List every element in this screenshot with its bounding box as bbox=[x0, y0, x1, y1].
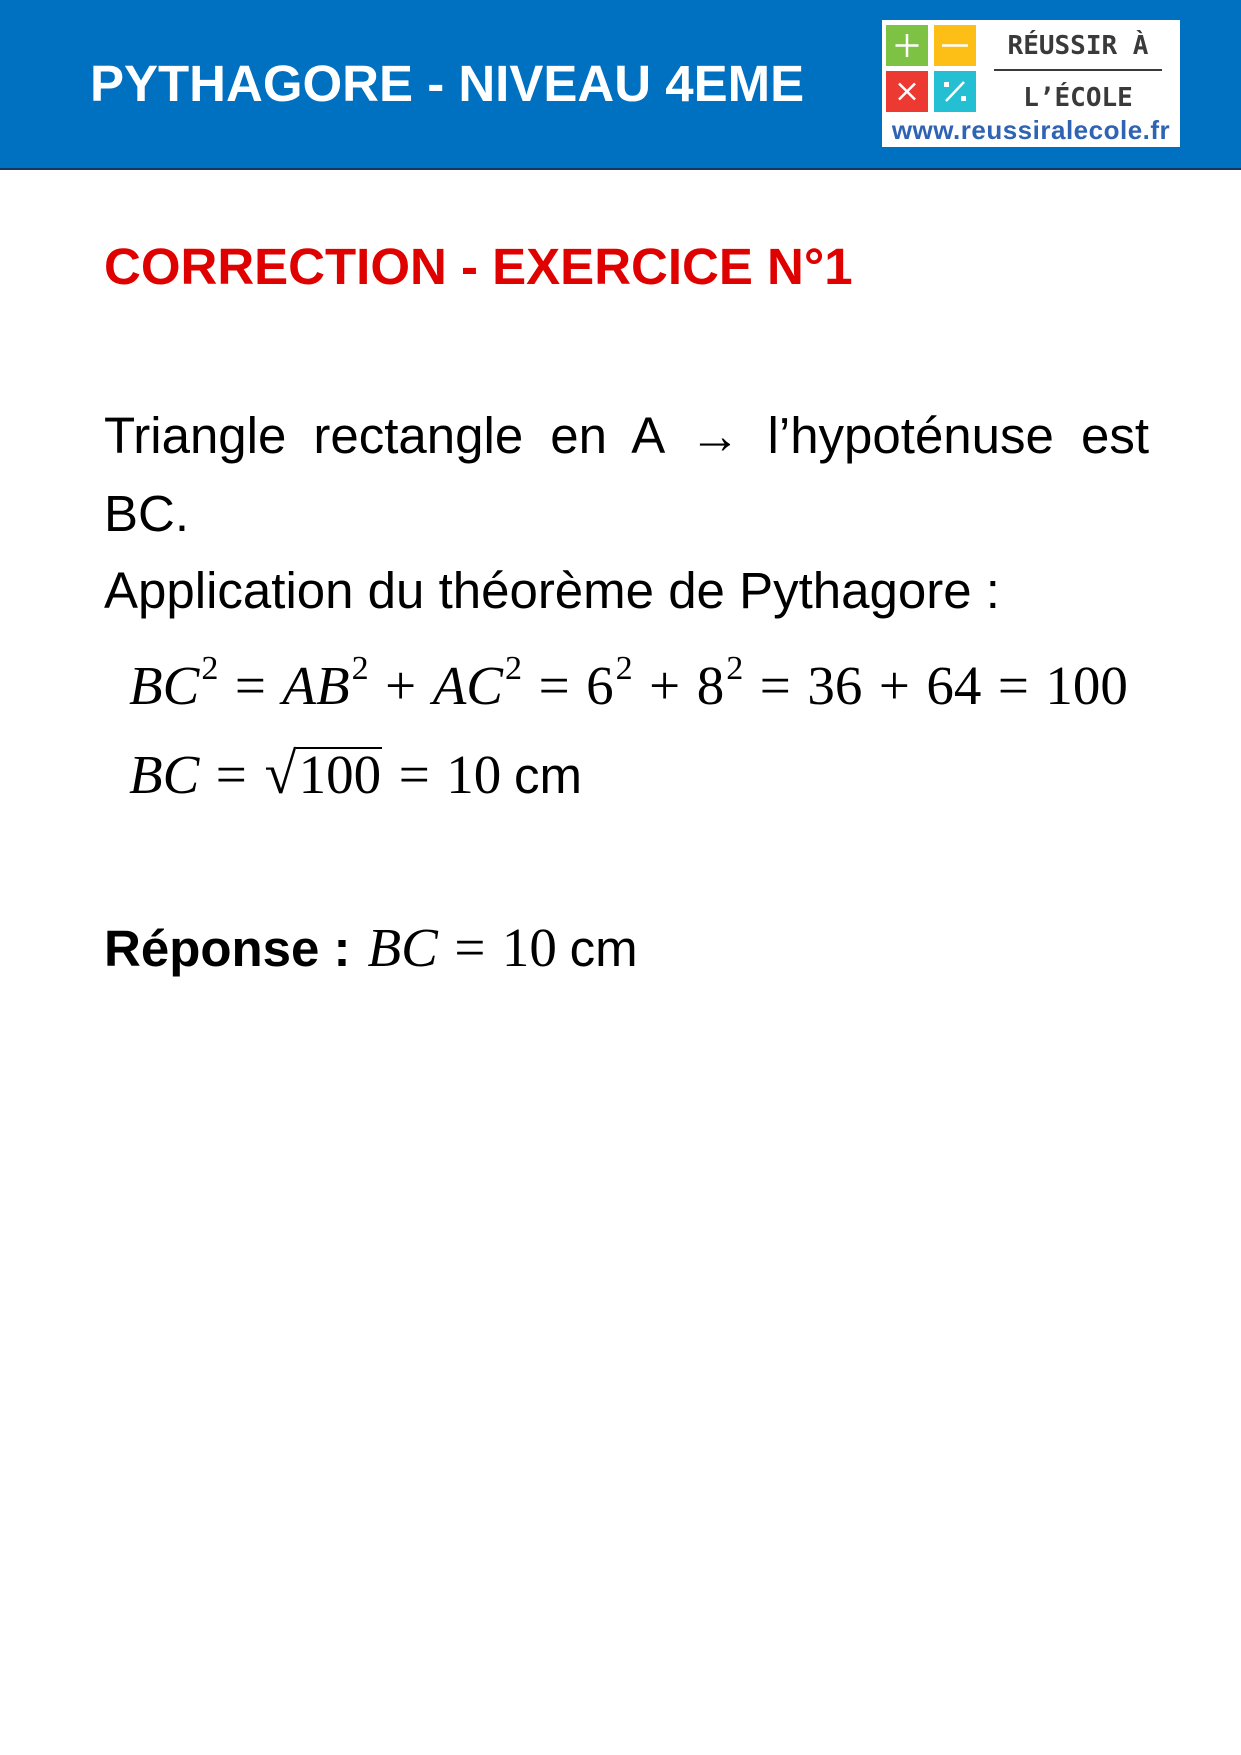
answer-line bbox=[104, 904, 638, 992]
math-unit: cm bbox=[514, 747, 583, 804]
math-operator: + bbox=[878, 655, 910, 716]
math-exponent: 2 bbox=[351, 650, 369, 688]
logo-text-top: RÉUSSIR À bbox=[1007, 31, 1149, 61]
method-statement: Application du théorème de Pythagore : bbox=[104, 562, 1000, 619]
solution-text bbox=[104, 397, 1149, 630]
math-radical: √ bbox=[264, 741, 297, 806]
site-logo bbox=[882, 20, 1180, 147]
logo-divider bbox=[994, 69, 1162, 71]
math-variable: BC bbox=[129, 655, 200, 716]
equation-line-2 bbox=[129, 730, 582, 818]
section-title: CORRECTION - EXERCICE N°1 bbox=[104, 238, 853, 295]
math-variable: BC bbox=[129, 744, 200, 805]
math-exponent: 2 bbox=[726, 650, 744, 688]
logo-url: www.reussiralecole.fr bbox=[891, 115, 1171, 145]
times-icon bbox=[886, 71, 928, 112]
math-operator: = bbox=[759, 655, 791, 716]
math-exponent: 2 bbox=[615, 650, 633, 688]
percent-icon bbox=[934, 71, 976, 112]
exercise-statement: Triangle rectangle en A → l’hypoténuse est BC. bbox=[104, 407, 1149, 542]
math-operator: = bbox=[997, 655, 1029, 716]
math-variable: AC bbox=[432, 655, 503, 716]
math-operator: = bbox=[454, 917, 486, 978]
math-operator: = bbox=[398, 744, 430, 805]
math-variable: BC bbox=[367, 917, 438, 978]
math-operator: = bbox=[234, 655, 266, 716]
math-radicand: 100 bbox=[296, 747, 382, 801]
logo-text-bottom: L’ÉCOLE bbox=[1023, 83, 1133, 113]
logo-tile-minus bbox=[934, 25, 976, 66]
page-title: PYTHAGORE - NIVEAU 4EME bbox=[90, 55, 805, 112]
math-exponent: 2 bbox=[505, 650, 523, 688]
math-number: 10 bbox=[446, 744, 502, 805]
math-operator: = bbox=[538, 655, 570, 716]
math-number: 36 bbox=[807, 655, 863, 716]
logo-tile-plus bbox=[886, 25, 928, 66]
page-header bbox=[0, 0, 1241, 170]
math-number: 64 bbox=[926, 655, 982, 716]
math-number: 100 bbox=[1045, 655, 1128, 716]
logo-tile-percent bbox=[934, 71, 976, 112]
math-unit: cm bbox=[569, 920, 638, 977]
math-exponent: 2 bbox=[201, 650, 219, 688]
math-operator: + bbox=[649, 655, 681, 716]
math-number: 8 bbox=[696, 655, 725, 716]
math-number: 10 bbox=[501, 917, 557, 978]
math-operator: = bbox=[215, 744, 247, 805]
minus-icon bbox=[934, 25, 976, 66]
plus-icon bbox=[886, 25, 928, 66]
equation-line-1 bbox=[129, 642, 1128, 730]
answer-label: Réponse : bbox=[104, 920, 351, 977]
math-number: 6 bbox=[586, 655, 614, 716]
math-variable: AB bbox=[282, 655, 350, 716]
logo-tile-times bbox=[886, 71, 928, 112]
math-operator: + bbox=[385, 655, 417, 716]
